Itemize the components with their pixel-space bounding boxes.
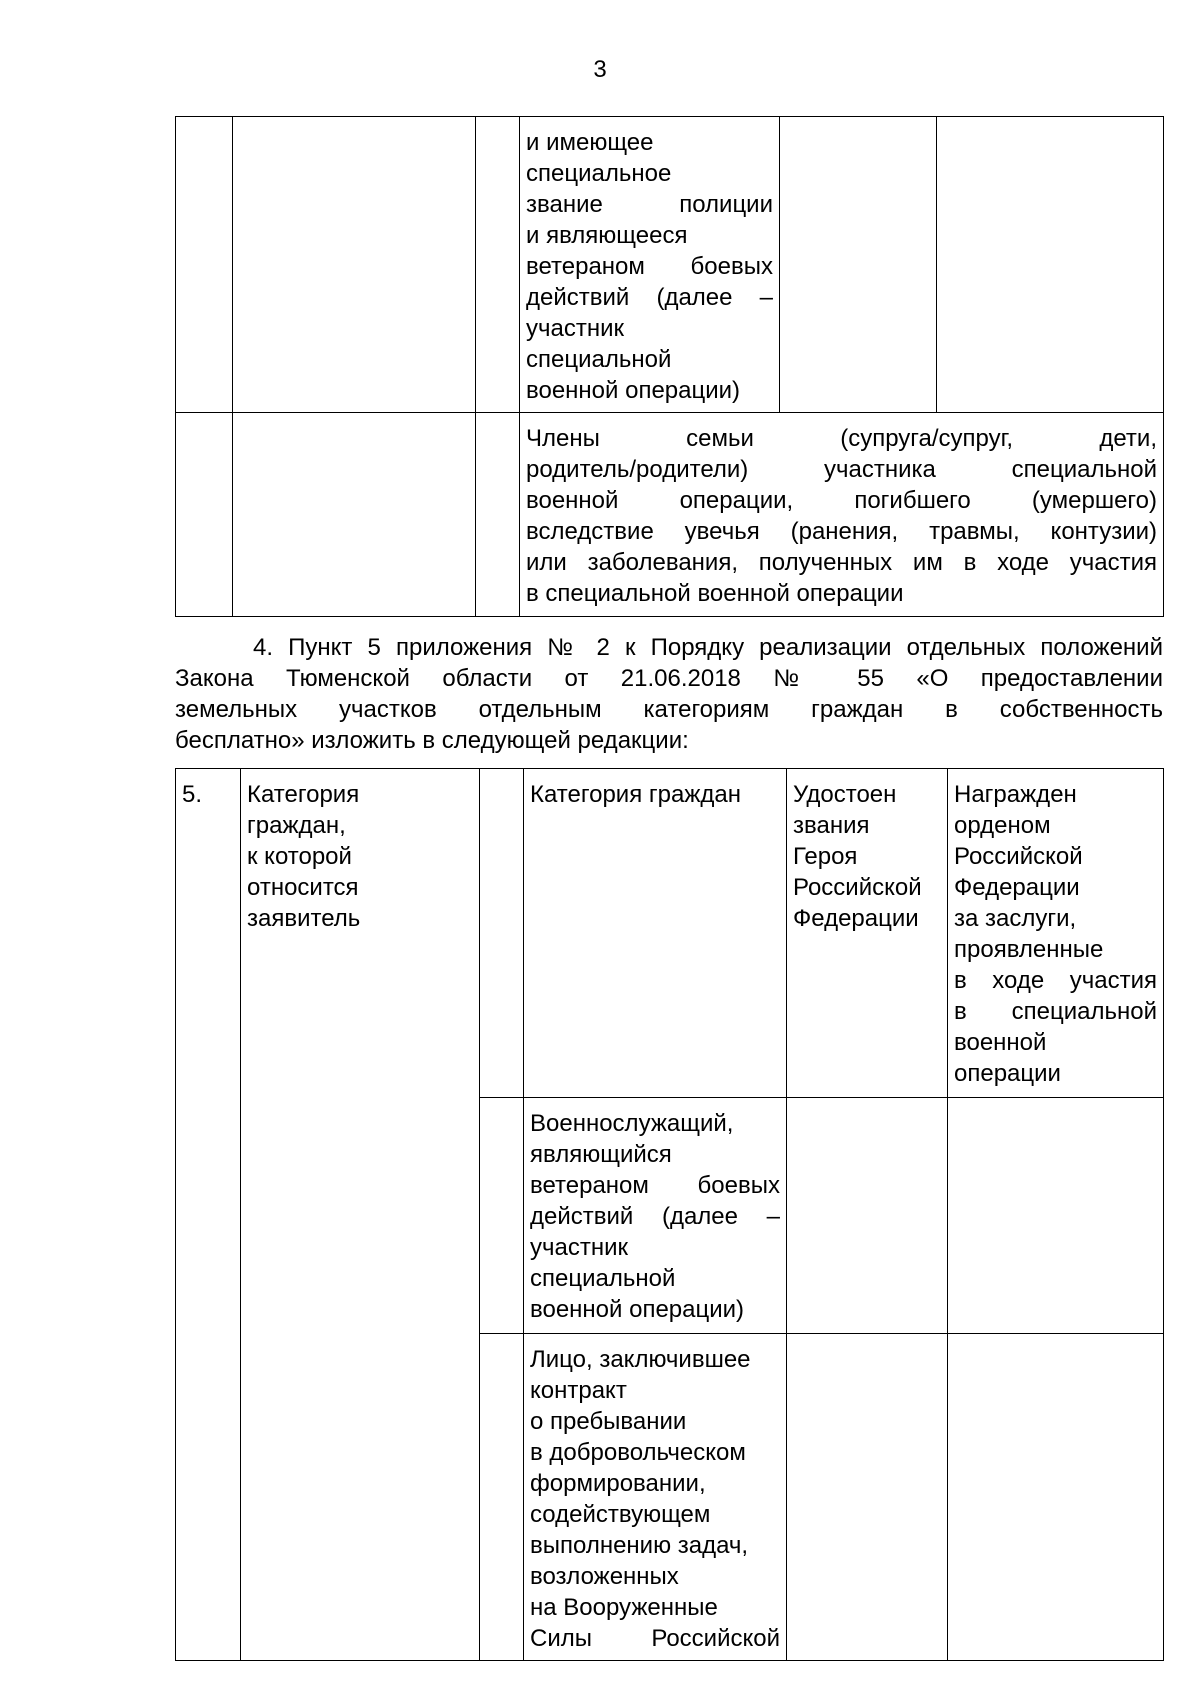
text-line: заявитель [247,905,361,932]
text-line: и имеющее [526,129,654,156]
text-line: к которой [247,843,352,870]
text-line: выполнению задач, [530,1532,749,1559]
table-row [176,117,1164,413]
text-line: Категория [247,781,360,808]
text-line: специальной [526,346,672,373]
text-line: Российской [954,843,1083,870]
header-hero [787,769,948,1098]
text-line: 4. Пункт 5 приложения № 2 к Порядку реализации отдельных положений [253,634,1163,661]
table-point-5 [175,768,1164,1661]
cell-volunteer-contract [524,1334,787,1661]
text-line: военной операции, погибшего (умершего) [526,487,1157,514]
cell-number [176,413,233,617]
text-line: Лицо, заключившее [530,1346,751,1373]
text-line: Военнослужащий, [530,1110,734,1137]
text-line: или заболевания, полученных им в ходе участия [526,549,1157,576]
text-line: контракт [530,1377,627,1404]
table-continuation [175,116,1164,617]
text-line: действий (далее – [526,284,773,311]
cell-category [241,769,480,1661]
text-line: Члены семьи (супруга/супруг, дети, [526,425,1157,452]
text-line: специальное [526,160,672,187]
cell-number [176,117,233,413]
text-line: ветераном боевых [526,253,773,280]
cell-narrow [480,1098,524,1334]
text-line: и являющееся [526,222,688,249]
cell-narrow [480,769,524,1098]
paragraph-4 [175,632,1163,756]
text-line: формировании, [530,1470,706,1497]
cell-hero [787,1098,948,1334]
text-line: Российской [793,874,922,901]
text-line: военной [954,1029,1047,1056]
cell-order [937,117,1164,413]
text-line: Награжден [954,781,1077,808]
text-line: Закона Тюменской области от 21.06.2018 № 55 «О предоставлении [175,665,1163,692]
text-line: военной операции) [530,1296,745,1323]
text-line: Федерации [793,905,919,932]
text-line: звание полиции [526,191,773,218]
cell-order [948,1098,1164,1334]
text-line: Героя [793,843,858,870]
table-row [176,413,1164,617]
text-line: военной операции) [526,377,741,404]
text-line: в специальной военной операции [526,580,904,607]
cell-number: 5. [176,769,241,1661]
cell-category [233,117,476,413]
table-row [176,769,1164,1098]
text-line: бесплатно» изложить в следующей редакции: [175,727,689,754]
text-line: звания [793,812,870,839]
cell-order [948,1334,1164,1661]
text-line: содействующем [530,1501,711,1528]
cell-narrow [476,413,520,617]
text-line: родитель/родители) участника специальной [526,456,1157,483]
text-line: орденом [954,812,1051,839]
text-line: участник [526,315,625,342]
text-line: Силы Российской [530,1625,780,1652]
text-line: вследствие увечья (ранения, травмы, контузии) [526,518,1157,545]
text-line: являющийся [530,1141,672,1168]
cell-category [233,413,476,617]
text-line: в ходе участия [954,967,1157,994]
cell-narrow [476,117,520,413]
text-line: действий (далее – [530,1203,780,1230]
cell-family-members [520,413,1164,617]
page-number: 3 [593,56,607,83]
cell-citizen-category [520,117,780,413]
cell-narrow [480,1334,524,1661]
header-order [948,769,1164,1098]
text-line: на Вооруженные [530,1594,718,1621]
text-line: земельных участков отдельным категориям граждан в собственность [175,696,1163,723]
text-line: граждан, [247,812,346,839]
text-line: за заслуги, [954,905,1077,932]
text-line: возложенных [530,1563,679,1590]
text-line: о пребывании [530,1408,687,1435]
text-line: ветераном боевых [530,1172,780,1199]
text-line: проявленные [954,936,1104,963]
text-line: участник [530,1234,629,1261]
text-line: Удостоен [793,781,897,808]
header-citizen-category: Категория граждан [524,769,787,1098]
text-line: в специальной [954,998,1157,1025]
text-line: в добровольческом [530,1439,746,1466]
cell-serviceman [524,1098,787,1334]
cell-hero [787,1334,948,1661]
cell-hero [780,117,937,413]
text-line: специальной [530,1265,676,1292]
text-line: относится [247,874,359,901]
text-line: операции [954,1060,1061,1087]
text-line: Федерации [954,874,1080,901]
